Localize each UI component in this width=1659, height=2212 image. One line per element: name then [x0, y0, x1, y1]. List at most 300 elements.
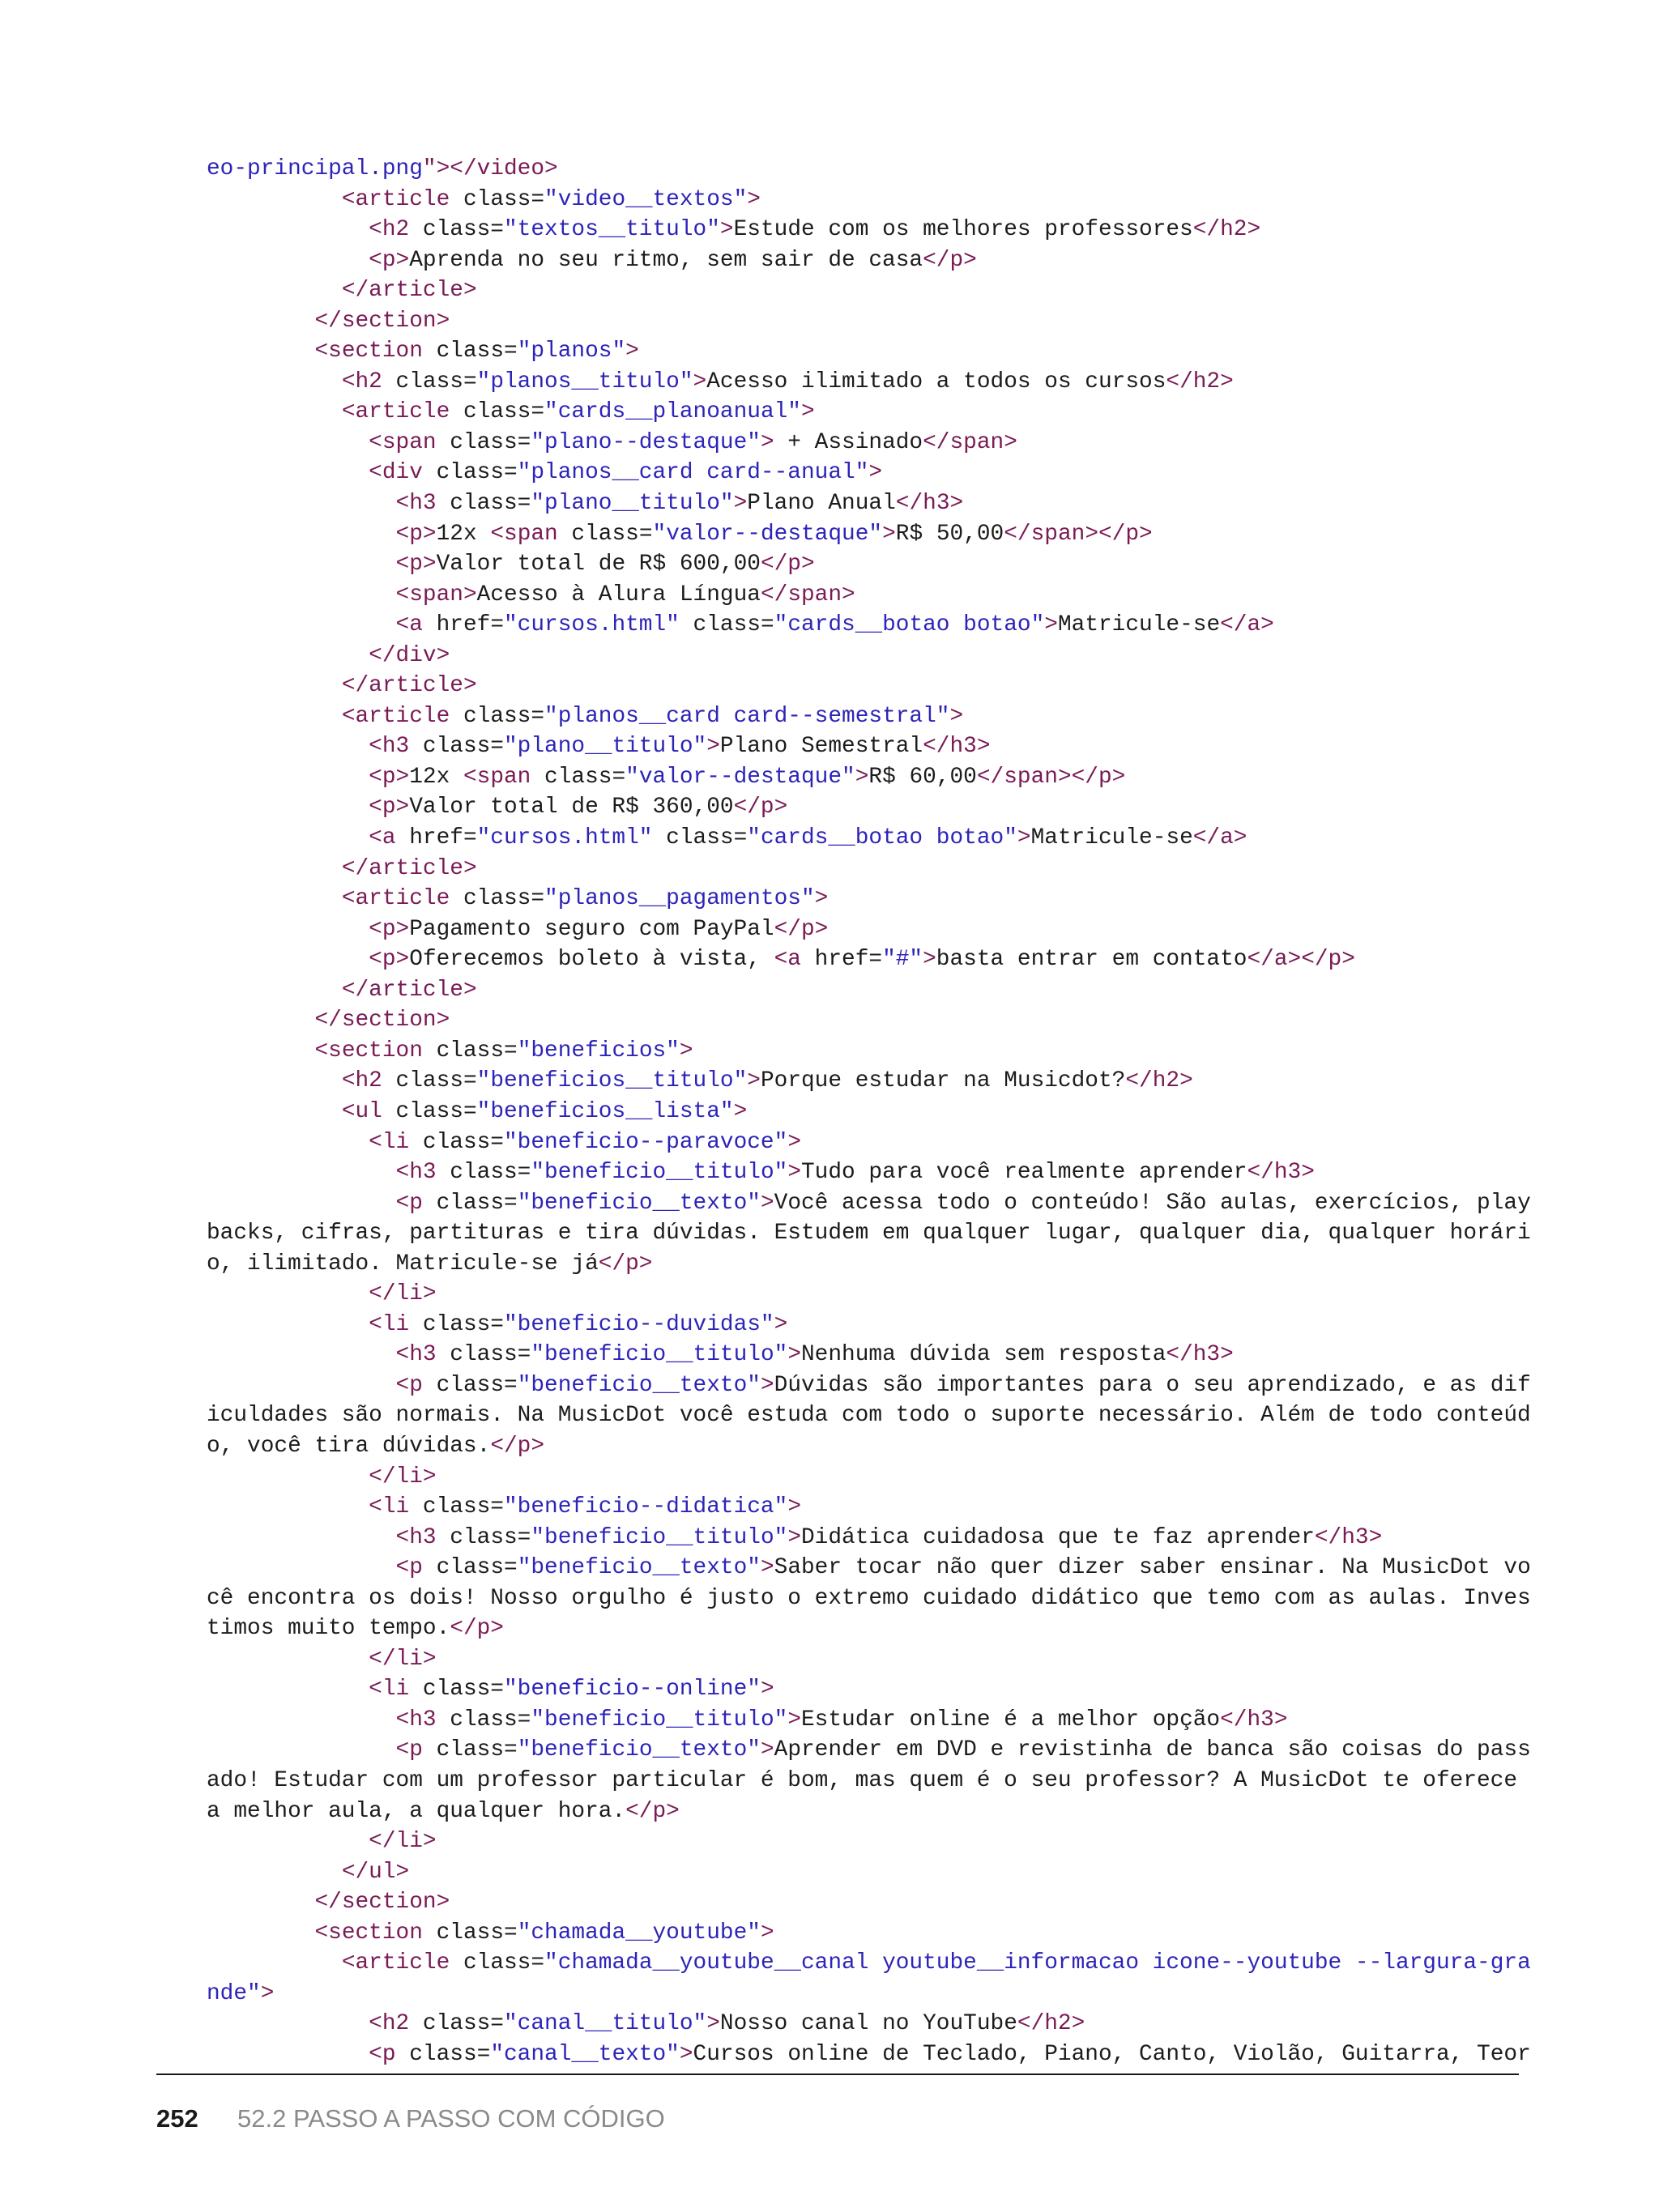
code-attr-value: "valor--destaque": [652, 521, 883, 547]
code-tag: </p>: [598, 1251, 653, 1276]
code-line: [207, 1036, 1519, 1067]
code-attr-value: "cursos.html": [476, 825, 653, 851]
code-line: [207, 1979, 1519, 2010]
code-tag: <p>: [395, 521, 437, 547]
code-tag: >: [868, 460, 883, 486]
code-text: [207, 765, 369, 790]
code-tag: >: [747, 186, 761, 212]
code-text: [207, 1130, 369, 1155]
code-line: [207, 245, 1519, 276]
code-line: [207, 1583, 1531, 1614]
code-text: [207, 886, 342, 911]
code-text: href=: [814, 947, 883, 973]
code-text: Você acessa todo o conteúdo! São aulas, exercícios, play: [774, 1190, 1531, 1216]
code-tag: </article>: [341, 278, 477, 304]
code-tag: </h3>: [923, 734, 991, 760]
code-tag: </h2>: [1125, 1068, 1193, 1094]
code-tag: </li>: [369, 1281, 437, 1307]
code-text: [207, 1860, 342, 1885]
code-text: [207, 1191, 396, 1216]
code-tag: <p>: [369, 764, 410, 790]
code-text: class=: [436, 1555, 518, 1581]
code-line: [207, 944, 1519, 975]
code-line: [207, 215, 1519, 245]
code-tag: <h2: [341, 1068, 396, 1094]
code-attr-value: "chamada__youtube": [517, 1920, 761, 1946]
code-tag: >: [733, 491, 748, 517]
code-text: class=: [395, 1068, 477, 1094]
code-text: class=: [450, 429, 531, 455]
code-line: [207, 1766, 1519, 1796]
code-tag: <h3: [395, 491, 450, 517]
code-tag: </span>: [923, 429, 1017, 455]
code-attr-value: "plano__titulo": [504, 734, 707, 760]
code-tag: </p>: [923, 247, 977, 273]
code-text: Nosso canal no YouTube: [719, 2011, 1017, 2037]
code-tag: <p>: [369, 947, 410, 973]
code-text: [207, 612, 396, 637]
code-listing: [207, 154, 1531, 2069]
code-text: [207, 217, 369, 242]
code-text: o, ilimitado. Matricule-se já: [207, 1251, 599, 1276]
code-attr-value: "cards__botao botao": [774, 612, 1045, 638]
code-tag: >: [760, 1372, 774, 1398]
code-tag: </h2>: [1017, 2011, 1085, 2037]
code-attr-value: "valor--destaque": [625, 764, 855, 790]
code-tag: >: [855, 764, 869, 790]
code-attr-value: "chamada__youtube__canal youtube__informacao icone--youtube --largura-gra: [544, 1950, 1531, 1976]
code-text: class=: [463, 886, 545, 912]
code-text: [207, 978, 342, 1003]
code-tag: <h3: [395, 1342, 450, 1368]
code-text: [207, 1525, 396, 1550]
code-tag: <span: [463, 764, 545, 790]
code-text: Valor total de R$ 360,00: [409, 795, 734, 820]
code-tag: </p>: [450, 1616, 504, 1642]
code-attr-value: "planos__titulo": [476, 369, 693, 394]
code-tag: >: [760, 1677, 774, 1703]
code-text: [207, 1950, 342, 1975]
code-line: [207, 397, 1519, 428]
code-tag: <p: [395, 1190, 437, 1216]
code-line: [207, 2009, 1519, 2039]
code-tag: >: [760, 1190, 774, 1216]
code-tag: >: [693, 369, 707, 394]
code-attr-value: "canal__titulo": [504, 2011, 707, 2037]
code-tag: <h2: [369, 217, 423, 243]
code-line: [207, 1310, 1519, 1340]
code-tag: </p>: [733, 795, 788, 820]
code-text: Valor total de R$ 600,00: [436, 552, 761, 578]
code-line: [207, 1127, 1519, 1158]
code-line: [207, 367, 1519, 398]
code-attr-value: "beneficio__texto": [517, 1190, 761, 1216]
code-text: class=: [422, 1494, 504, 1520]
code-line: [207, 336, 1519, 367]
code-text: class=: [436, 1920, 518, 1946]
code-attr-value: "planos__card card--anual": [517, 460, 869, 486]
code-text: [207, 643, 369, 668]
code-text: [207, 1342, 396, 1367]
code-text: Tudo para você realmente aprender: [801, 1160, 1247, 1186]
code-tag: <div: [369, 460, 437, 486]
code-text: Nenhuma dúvida sem resposta: [801, 1342, 1166, 1368]
code-text: Estudar online é a melhor opção: [801, 1707, 1221, 1733]
code-attr-value: "beneficio__titulo": [531, 1342, 788, 1368]
code-text: Estude com os melhores professores: [733, 217, 1193, 243]
code-text: class=: [436, 1372, 518, 1398]
code-tag: </div>: [369, 642, 450, 668]
code-tag: <article: [341, 399, 463, 425]
code-attr-value: "textos__titulo": [504, 217, 720, 243]
code-line: [207, 519, 1519, 550]
code-text: [207, 856, 342, 881]
code-tag: </h2>: [1166, 369, 1234, 394]
code-text: Oferecemos boleto à vista,: [409, 947, 774, 973]
code-attr-value: "beneficio__titulo": [531, 1707, 788, 1733]
code-tag: </span>: [760, 582, 855, 607]
code-line: [207, 1826, 1519, 1857]
code-line: [207, 854, 1519, 884]
code-tag: </h3>: [895, 491, 964, 517]
code-text: class=: [422, 1677, 504, 1703]
code-text: [207, 704, 342, 729]
code-text: [207, 825, 369, 850]
code-tag: </span></p>: [1004, 521, 1153, 547]
code-text: class=: [422, 2011, 504, 2037]
code-attr-value: "beneficio__texto": [517, 1555, 761, 1581]
code-attr-value: "beneficios": [517, 1038, 680, 1063]
code-tag: <article: [341, 703, 463, 729]
code-line: [207, 671, 1519, 701]
code-tag: >: [774, 1311, 788, 1337]
code-text: [207, 2011, 369, 2036]
code-line: [207, 1066, 1519, 1097]
code-tag: >: [949, 703, 964, 729]
code-line: [207, 1005, 1519, 1036]
code-text: class=: [422, 734, 504, 760]
code-text: class=: [422, 217, 504, 243]
code-line: [207, 1796, 1519, 1827]
code-text: Didática cuidadosa que te faz aprender: [801, 1524, 1315, 1550]
code-tag: <span: [490, 521, 572, 547]
code-line: [207, 1613, 1519, 1644]
code-tag: <h3: [369, 734, 423, 760]
code-tag: <a: [369, 825, 410, 851]
code-tag: </h3>: [1314, 1524, 1383, 1550]
code-text: [207, 1008, 314, 1033]
code-text: [207, 309, 314, 334]
code-text: [207, 582, 396, 607]
code-tag: </article>: [341, 673, 477, 699]
code-tag: <section: [314, 1038, 437, 1063]
code-text: [207, 2042, 369, 2067]
code-text: [207, 430, 369, 455]
code-tag: >: [787, 1160, 801, 1186]
code-tag: </span></p>: [976, 764, 1126, 790]
code-tag: </section>: [314, 1890, 450, 1916]
code-tag: <h3: [395, 1707, 450, 1733]
code-line: [207, 1431, 1519, 1462]
code-text: 12x: [409, 764, 463, 790]
code-tag: >: [787, 1707, 801, 1733]
code-text: [207, 1099, 342, 1124]
code-text: [207, 1373, 396, 1398]
code-tag: <a: [395, 612, 437, 638]
code-tag: </h3>: [1220, 1707, 1288, 1733]
code-line: [207, 884, 1519, 914]
code-line: [207, 1097, 1519, 1127]
code-attr-value: "beneficio--paravoce": [504, 1129, 788, 1155]
code-text: [207, 917, 369, 942]
code-text: [207, 522, 396, 547]
code-attr-value: "cursos.html": [504, 612, 680, 638]
code-line: [207, 549, 1519, 580]
code-text: class=: [463, 186, 545, 212]
code-text: [207, 552, 396, 577]
code-text: class=: [436, 1038, 518, 1063]
code-tag: <span: [369, 429, 450, 455]
code-tag: <section: [314, 339, 437, 364]
code-text: [207, 1829, 369, 1854]
code-line: [207, 1553, 1531, 1583]
code-tag: >: [1017, 825, 1031, 851]
code-text: class=: [571, 521, 653, 547]
code-tag: <h3: [395, 1524, 450, 1550]
code-tag: >: [814, 886, 829, 912]
code-text: [207, 1677, 369, 1702]
code-tag: >: [882, 521, 896, 547]
code-text: class=: [436, 460, 518, 486]
code-text: class=: [463, 399, 545, 425]
code-line: [207, 1400, 1531, 1431]
code-text: [207, 673, 342, 698]
code-tag: </a>: [1192, 825, 1247, 851]
code-text: class=: [436, 1190, 518, 1216]
code-tag: </li>: [369, 1646, 437, 1672]
code-text: timos muito tempo.: [207, 1616, 450, 1642]
code-tag: </li>: [369, 1829, 437, 1855]
code-line: [207, 1887, 1519, 1918]
code-text: Acesso ilimitado a todos os cursos: [706, 369, 1166, 394]
code-text: class=: [409, 2041, 491, 2067]
code-line: [207, 1492, 1519, 1523]
code-tag: <li: [369, 1129, 423, 1155]
code-text: [207, 278, 342, 303]
code-text: [207, 1494, 369, 1519]
code-tag: </li>: [369, 1464, 437, 1490]
code-text: class=: [436, 339, 518, 364]
code-line: [207, 1249, 1519, 1280]
code-text: class=: [395, 369, 477, 394]
code-text: [207, 1920, 314, 1946]
code-tag: <h3: [395, 1160, 450, 1186]
code-tag: >: [787, 1129, 801, 1155]
code-text: Plano Anual: [747, 491, 896, 517]
code-attr-value: "canal__texto": [490, 2041, 680, 2067]
code-text: [207, 248, 369, 273]
code-line: [207, 975, 1519, 1006]
code-text: R$ 60,00: [868, 764, 977, 790]
footer-divider: [156, 2073, 1519, 2075]
code-text: [207, 1038, 314, 1063]
code-tag: >: [706, 734, 720, 760]
code-line: [207, 1462, 1519, 1493]
code-text: class=: [463, 703, 545, 729]
code-text: [207, 1464, 369, 1490]
code-tag: <p>: [369, 247, 410, 273]
code-line: [207, 1218, 1531, 1249]
code-tag: <li: [369, 1311, 423, 1337]
code-tag: >: [760, 429, 774, 455]
code-tag: </section>: [314, 308, 450, 334]
code-tag: >: [706, 2011, 720, 2037]
code-text: Matricule-se: [1030, 825, 1193, 851]
code-text: [207, 399, 342, 424]
code-attr-value: "plano__titulo": [531, 491, 734, 517]
code-attr-value: nde": [207, 1980, 261, 2006]
code-text: [207, 1555, 396, 1580]
code-text: class=: [422, 1129, 504, 1155]
code-tag: >: [747, 1068, 761, 1094]
code-attr-value: "#": [882, 947, 923, 973]
code-tag: <p>: [395, 552, 437, 578]
code-text: class=: [652, 825, 748, 851]
code-text: backs, cifras, partituras e tira dúvidas. Estudem em qualquer lugar, qualquer dia, qualquer horári: [207, 1221, 1531, 1247]
code-text: 12x: [436, 521, 491, 547]
code-line: [207, 1948, 1531, 1979]
code-line: [207, 1523, 1519, 1554]
code-text: class=: [450, 491, 531, 517]
code-tag: </a>: [1220, 612, 1274, 638]
code-tag: >: [787, 1494, 801, 1520]
code-line: [207, 185, 1519, 215]
code-attr-value: "beneficios__titulo": [476, 1068, 748, 1094]
code-text: [207, 1281, 369, 1306]
code-text: [207, 947, 369, 972]
code-tag: <p>: [369, 916, 410, 942]
code-tag: </a></p>: [1247, 947, 1355, 973]
code-text: [207, 1647, 369, 1672]
code-text: [207, 1160, 396, 1185]
code-attr-value: "plano--destaque": [531, 429, 761, 455]
code-attr-value: "video__textos": [544, 186, 748, 212]
code-tag: </ul>: [341, 1859, 410, 1885]
code-text: [207, 460, 369, 485]
code-text: Acesso à Alura Língua: [476, 582, 761, 607]
running-section-title: 52.2 PASSO A PASSO COM CÓDIGO: [237, 2104, 665, 2133]
code-text: [207, 795, 369, 820]
code-attr-value: "beneficio__texto": [517, 1737, 761, 1763]
code-text: class=: [450, 1524, 531, 1550]
code-text: [207, 1312, 369, 1337]
code-tag: <h2: [369, 2011, 423, 2037]
code-line: [207, 1918, 1519, 1949]
code-tag: >: [733, 1098, 748, 1124]
code-line: [207, 306, 1519, 337]
code-text: + Assinado: [774, 429, 923, 455]
code-text: cê encontra os dois! Nosso orgulho é justo o extremo cuidado didático que temo com as aulas. Inves: [207, 1585, 1531, 1611]
code-attr-value: "beneficio__titulo": [531, 1524, 788, 1550]
code-text: [207, 1737, 396, 1762]
code-text: [207, 491, 396, 516]
code-tag: >: [800, 399, 815, 425]
code-attr-value: "planos": [517, 339, 626, 364]
code-tag: >: [679, 2041, 693, 2067]
code-line: [207, 1188, 1531, 1219]
code-tag: </h2>: [1192, 217, 1261, 243]
code-attr-value: "planos__card card--semestral": [544, 703, 950, 729]
code-text: class=: [395, 1098, 477, 1124]
code-tag: <p>: [369, 795, 410, 820]
code-tag: >: [679, 1038, 693, 1063]
code-tag: <p: [369, 2041, 410, 2067]
code-tag: <li: [369, 1494, 423, 1520]
code-tag: >: [625, 339, 639, 364]
code-attr-value: "cards__planoanual": [544, 399, 801, 425]
code-text: Saber tocar não quer dizer saber ensinar. Na MusicDot vo: [774, 1555, 1531, 1581]
code-text: R$ 50,00: [895, 521, 1004, 547]
code-tag: <a: [774, 947, 815, 973]
code-text: [207, 187, 342, 212]
code-line: [207, 641, 1519, 671]
code-text: Aprender em DVD e revistinha de banca são coisas do pass: [774, 1737, 1531, 1763]
code-text: Porque estudar na Musicdot?: [760, 1068, 1126, 1094]
code-tag: <section: [314, 1920, 437, 1946]
code-attr-value: "beneficio--didatica": [504, 1494, 788, 1520]
code-text: [207, 1707, 396, 1733]
code-text: [207, 339, 314, 364]
code-tag: <ul: [341, 1098, 396, 1124]
code-text: class=: [450, 1160, 531, 1186]
code-tag: >: [260, 1980, 275, 2006]
code-line: [207, 488, 1519, 519]
code-tag: <article: [341, 1950, 463, 1976]
code-text: Dúvidas são importantes para o seu aprendizado, e as dif: [774, 1372, 1531, 1398]
code-text: [207, 734, 369, 759]
code-attr-value: eo-principal.png: [207, 156, 423, 181]
code-text: class=: [450, 1342, 531, 1368]
code-text: class=: [422, 1311, 504, 1337]
code-text: a melhor aula, a qualquer hora.: [207, 1798, 626, 1824]
code-tag: <p: [395, 1737, 437, 1763]
code-tag: >: [719, 217, 734, 243]
code-tag: >: [1044, 612, 1058, 638]
code-attr-value: "beneficios__lista": [476, 1098, 734, 1124]
code-line: [207, 792, 1519, 823]
code-tag: "></video>: [422, 156, 558, 181]
code-text: Pagamento seguro com PayPal: [409, 916, 774, 942]
code-tag: </h3>: [1166, 1342, 1234, 1368]
code-text: [207, 1068, 342, 1093]
code-text: href=: [409, 825, 477, 851]
code-line: [207, 428, 1519, 458]
code-line: [207, 1705, 1519, 1736]
code-text: [207, 1890, 314, 1915]
code-attr-value: "cards__botao botao": [747, 825, 1017, 851]
code-text: ado! Estudar com um professor particular é bom, mas quem é o seu professor? A MusicDot te oferece: [207, 1767, 1518, 1793]
code-tag: </p>: [625, 1798, 680, 1824]
code-text: class=: [436, 1737, 518, 1763]
code-text: class=: [544, 764, 626, 790]
code-attr-value: "beneficio__titulo": [531, 1160, 788, 1186]
code-tag: </p>: [774, 916, 829, 942]
code-line: [207, 823, 1519, 854]
code-line: [207, 1674, 1519, 1705]
code-tag: >: [760, 1555, 774, 1581]
code-attr-value: "planos__pagamentos": [544, 886, 815, 912]
code-tag: <h2: [341, 369, 396, 394]
